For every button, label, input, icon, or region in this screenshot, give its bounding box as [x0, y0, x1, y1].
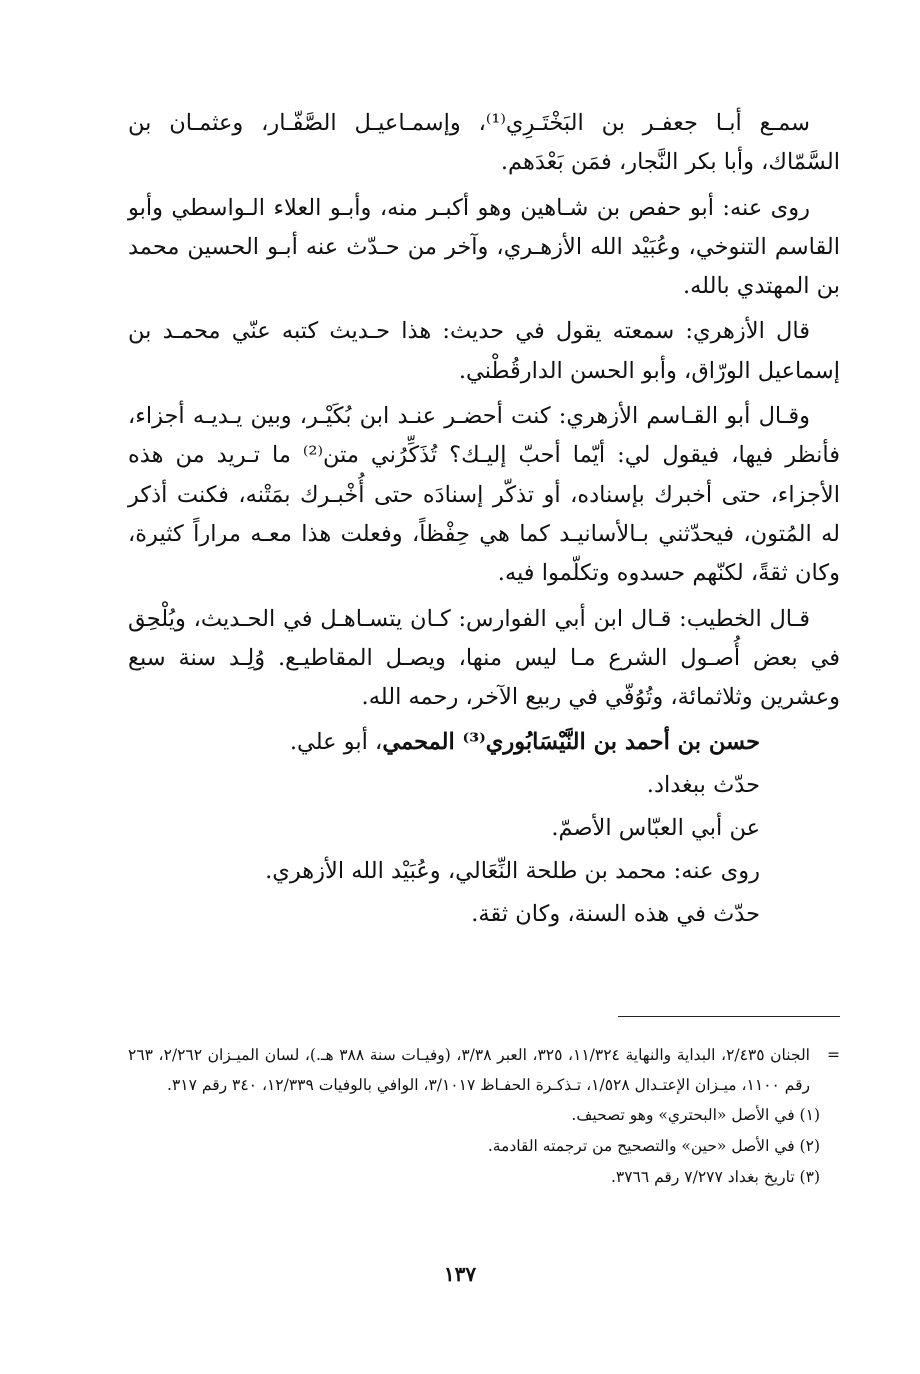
- main-text: [128, 104, 840, 936]
- paragraph-heard-from: سمـع أبـا جعفـر بن البَخْتَـرِي⁽¹⁾، وإسمـاعيـل الصَّفّـار، وعثمـان بن السَّمّاك، وأبا بكر النَّجار، فمَن بَعْدَهم.: [128, 110, 840, 176]
- continuation-text: الجنان ٢/٤٣٥، البداية والنهاية ١١/٣٢٤، ٣٢٥، العبر ٣/٣٨، (وفيـات سنة ٣٨٨ هـ.)، لسان الميـزان ٢/٢٦٢، ٢٦٣ رقم ١١٠٠، ميـزان الإعتـدال ١/٥٢٨، تـذكـرة الحفـاظ ٣/١٠١٧، الوافي بالوفيات ١٢/٣٣٩، ٣٤٠ رقم ٣١٧.: [128, 1046, 810, 1094]
- footnotes: [128, 1040, 840, 1193]
- paragraph-azhari-quote: قال الأزهري: سمعته يقول في حديث: هذا حـديث كتبه عنّي محمـد بن إسماعيل الورّاق، وأبو الحسن الدارقُطْني.: [128, 318, 840, 384]
- entry-line-baghdad: حدّث ببغداد.: [646, 772, 760, 799]
- paragraph-azhari-story: وقـال أبو القـاسم الأزهري: كنت أحضـر عنـد ابن بُكَيْـر، وبين يـديـه أجزاء، فأنظر فيها، فيقول لي: أيّما أحبّ إليـك؟ تُذَكِّرُني متن⁽²⁾ ما تـريد من هذه الأجزاء، حتى أخبرك بإسناده، أو تذكّر إسنادَه حتى أُخْبـرك بمَتْنه، فكنت أذكر له المُتون، فيحدّثني بـالأسانيـد كما هي حِفْظاً، وفعلت هذا معـه مراراً كثيرة، وكان ثقةً، لكنّهم حسدوه وتكلّموا فيه.: [128, 403, 840, 587]
- paragraph-narrated-by: روى عنه: أبو حفص بن شـاهين وهو أكبـر منه، وأبـو العلاء الـواسطي وأبو القاسم التنوخي، وعُبَيْد الله الأزهـري، وآخر من حـدّث عنه أبـو الحسين محمد بن المهتدي بالله.: [128, 194, 840, 300]
- footnote-3: (٣) تاريخ بغداد ٧/٢٧٧ رقم ٣٧٦٦.: [610, 1168, 820, 1186]
- footnote-2: (٢) في الأصل «حين» والتصحيح من ترجمته القادمة.: [487, 1137, 820, 1155]
- entry-name: حسن بن أحمد بن النَّيْسَابُوري⁽³⁾ المحمي: [382, 729, 760, 756]
- entry-line-teacher: عن أبي العبّاس الأصمّ.: [551, 815, 760, 842]
- paragraph-khatib-quote: قـال الخطيب: قـال ابن أبي الفوارس: كـان يتسـاهـل في الحـديث، ويُلْحِق في بعض أُصـول الشرع مـا ليس منها، ويصـل المقاطيـع. وُلِـد سنة سبع وعشرين وثلاثمائة، وتُوُفّي في ربيع الآخر، رحمه الله.: [128, 605, 840, 711]
- biography-entry: [128, 721, 840, 936]
- entry-kunya: ، أبو علي.: [289, 729, 383, 756]
- entry-line-students: روى عنه: محمد بن طلحة النِّعَالي، وعُبَيْد الله الأزهري.: [265, 858, 760, 885]
- footnote-1: (١) في الأصل «البحتري» وهو تصحيف.: [571, 1106, 820, 1124]
- page-number: ١٣٧: [443, 1262, 477, 1286]
- entry-heading: [128, 721, 760, 764]
- continuation-mark: =: [827, 1046, 840, 1064]
- entry-line-reliability: حدّث في هذه السنة، وكان ثقة.: [471, 901, 760, 928]
- footnote-continuation: [128, 1040, 840, 1100]
- footnote-divider: [618, 1016, 840, 1017]
